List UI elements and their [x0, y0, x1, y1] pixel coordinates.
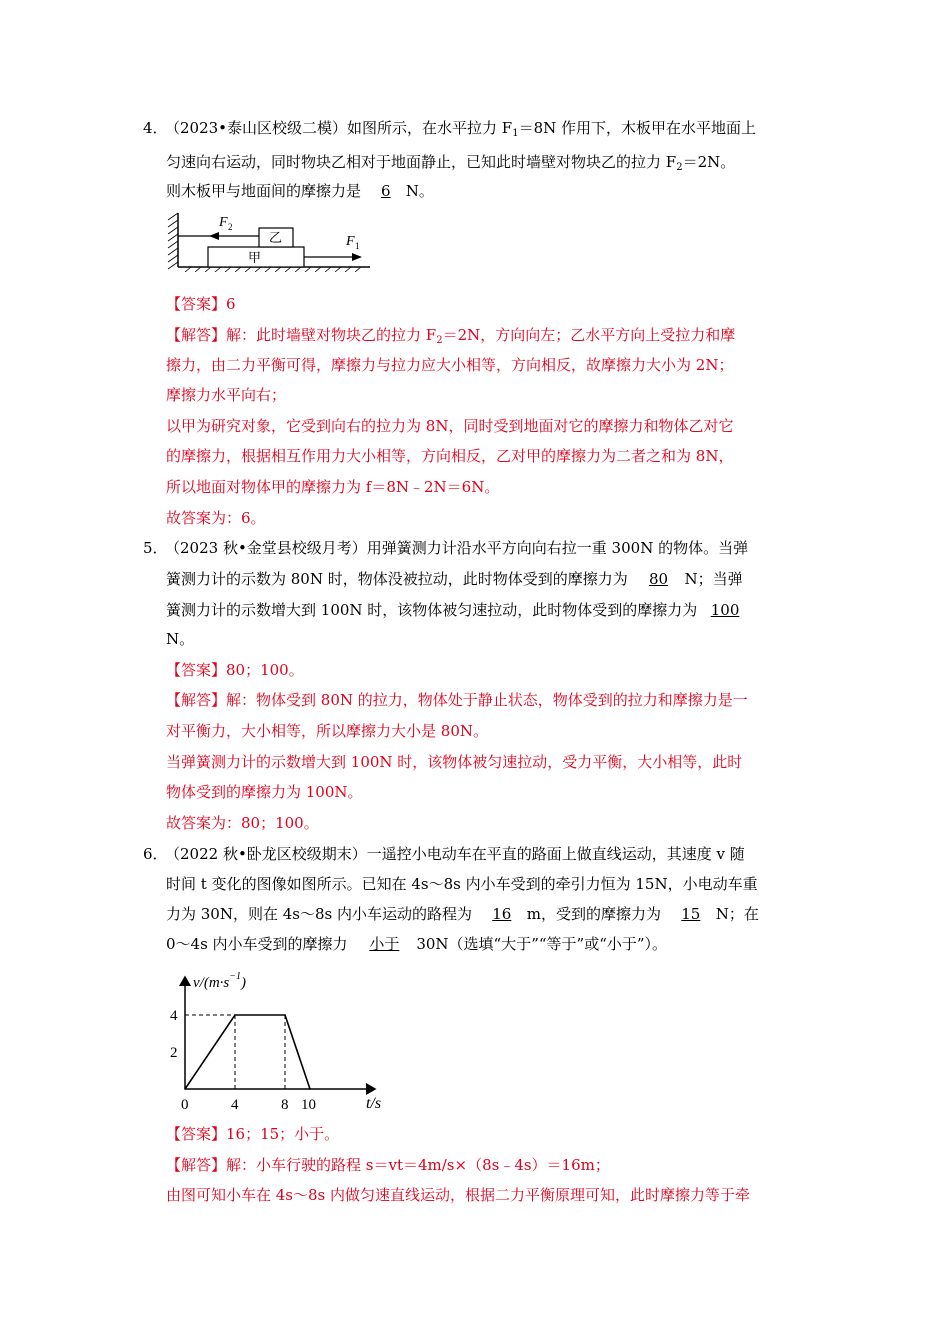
- wall-hatching: [168, 213, 178, 269]
- x-tick-label: 10: [301, 1097, 316, 1113]
- q4-text: ＝2N。: [682, 153, 736, 171]
- q5-answer-blank-2: 100: [710, 601, 740, 619]
- data-point: [184, 1088, 186, 1090]
- q4-text: 则木板甲与地面间的摩擦力是: [166, 182, 366, 200]
- q6-text: 30N（选填“大于”“等于”或“小于”）。: [416, 935, 668, 953]
- q4-analysis-text: 解：此时墙壁对物块乙的拉力 F: [226, 326, 437, 344]
- f2-arrowhead: [209, 232, 219, 240]
- q4-sub: 1: [512, 128, 519, 139]
- q6-line-2: 时间 t 变化的图像如图所示。已知在 4s～8s 内小车受到的牵引力恒为 15N，小电动车重: [166, 875, 758, 893]
- q4-conclusion: 故答案为：6。: [166, 509, 266, 527]
- f1-label: F: [346, 234, 355, 249]
- q5-line-1: [143, 538, 748, 558]
- x-axis-label: t/s: [366, 1095, 382, 1112]
- q6-analysis-line-1: [166, 1155, 610, 1175]
- velocity-line: [185, 1015, 310, 1089]
- q5-analysis-line-1: [166, 690, 748, 710]
- f2-sub: 2: [228, 222, 233, 232]
- f1-arrowhead: [352, 253, 362, 261]
- q5-text: 簧测力计的示数增大到 100N 时，该物体被匀速拉动，此时物体受到的摩擦力为: [166, 601, 703, 619]
- x-tick-label: 0: [181, 1097, 189, 1113]
- q6-analysis-text: 解：小车行驶的路程 s＝vt＝4m/s×（8s﹣4s）＝16m；: [226, 1156, 610, 1174]
- q6-line-4: [166, 934, 667, 954]
- q4-text: ＝8N 作用下，木板甲在水平地面上: [518, 119, 757, 137]
- q4-line-2: [166, 152, 735, 172]
- q5-number: 5．: [143, 539, 168, 557]
- q4-text: 匀速向右运动，同时物块乙相对于地面静止，已知此时墙壁对物块乙的拉力 F: [166, 153, 677, 171]
- q6-answer-blank-1: 16: [492, 905, 512, 923]
- q4-analysis-line-2: 擦力，由二力平衡可得，摩擦力与拉力应大小相等，方向相反，故摩擦力大小为 2N；: [166, 356, 734, 374]
- y-tick-label: 4: [170, 1008, 178, 1024]
- vt-chart: [160, 965, 400, 1115]
- f2-label: F: [219, 215, 228, 230]
- q4-analysis-line-4: 以甲为研究对象，它受到向右的拉力为 8N，同时受到地面对它的摩擦力和物体乙对它: [166, 417, 734, 435]
- q4-sub: 2: [436, 335, 443, 346]
- q5-answer-blank-1: 80: [648, 570, 669, 588]
- y-tick-label: 2: [170, 1045, 178, 1061]
- q4-sub: 2: [676, 162, 683, 173]
- q6-answer: 【答案】16；15；小于。: [166, 1125, 340, 1143]
- q4-line-1: [143, 118, 756, 138]
- q5-analysis-line-2: 对平衡力，大小相等，所以摩擦力大小是 80N。: [166, 722, 488, 740]
- q5-analysis-line-4: 物体受到的摩擦力为 100N。: [166, 783, 363, 801]
- q6-text: m，受到的摩擦力为: [526, 905, 666, 923]
- q4-analysis-line-6: 所以地面对物体甲的摩擦力为 f＝8N﹣2N＝6N。: [166, 478, 500, 496]
- data-point: [284, 1014, 286, 1016]
- q5-answer: 【答案】80；100。: [166, 661, 304, 679]
- q5-line-3: [166, 600, 748, 620]
- q5-text: （2023 秋•金堂县校级月考）用弹簧测力计沿水平方向向右拉一重 300N 的物体。当弹: [165, 539, 749, 557]
- q6-analysis-line-2: 由图可知小车在 4s～8s 内做匀速直线运动，根据二力平衡原理可知，此时摩擦力等于牵: [166, 1186, 751, 1204]
- f1-sub: 1: [355, 241, 360, 251]
- q6-text: （2022 秋•卧龙区校级期末）一遥控小电动车在平直的路面上做直线运动，其速度 v 随: [165, 845, 745, 863]
- data-point: [234, 1014, 236, 1016]
- q5-text: 簧测力计的示数为 80N 时，物体没被拉动，此时物体受到的摩擦力为: [166, 570, 633, 588]
- q4-analysis-text: ＝2N，方向向左；乙水平方向上受拉力和摩: [442, 326, 736, 344]
- q6-text: 0～4s 内小车受到的摩擦力: [166, 935, 353, 953]
- q6-text: N；在: [715, 905, 759, 923]
- q4-line-3: [166, 181, 434, 201]
- x-tick-label: 8: [281, 1097, 289, 1113]
- y-axis-label: $v/(m\cdot s^{-1})$: [193, 971, 246, 991]
- analysis-tag: 【解答】: [166, 1156, 227, 1174]
- q5-analysis-line-3: 当弹簧测力计的示数增大到 100N 时，该物体被匀速拉动，受力平衡，大小相等，此时: [166, 753, 743, 771]
- data-point: [309, 1088, 311, 1090]
- q6-line-3: [166, 904, 759, 924]
- q4-text: N。: [405, 182, 434, 200]
- q4-text: （2023•泰山区校级二模）如图所示，在水平拉力 F: [165, 119, 513, 137]
- q5-line-2: [166, 569, 743, 589]
- q5-text: N；当弹: [684, 570, 743, 588]
- q6-line-1: [143, 844, 745, 864]
- q4-answer: 【答案】6: [166, 295, 236, 313]
- q4-answer-blank: 6: [381, 182, 391, 200]
- block-yi-label: 乙: [269, 230, 283, 245]
- q5-line-4: N。: [166, 630, 195, 648]
- q4-figure: [165, 210, 375, 272]
- analysis-tag: 【解答】: [166, 691, 227, 709]
- q4-analysis-line-1: [166, 325, 735, 345]
- q6-answer-blank-3: 小于: [369, 935, 400, 953]
- q4-analysis-line-5: 的摩擦力，根据相互作用力大小相等，方向相反，乙对甲的摩擦力为二者之和为 8N，: [166, 447, 734, 465]
- q6-text: 力为 30N，则在 4s～8s 内小车运动的路程为: [166, 905, 477, 923]
- q5-conclusion: 故答案为：80；100。: [166, 814, 319, 832]
- board-jia-label: 甲: [248, 250, 262, 265]
- analysis-tag: 【解答】: [166, 326, 227, 344]
- q4-analysis-line-3: 摩擦力水平向右；: [166, 386, 287, 404]
- q6-answer-blank-2: 15: [681, 905, 701, 923]
- q4-number: 4．: [143, 119, 168, 137]
- q6-number: 6．: [143, 845, 168, 863]
- x-tick-label: 4: [231, 1097, 239, 1113]
- q5-analysis-text: 解：物体受到 80N 的拉力，物体处于静止状态，物体受到的拉力和摩擦力是一: [226, 691, 748, 709]
